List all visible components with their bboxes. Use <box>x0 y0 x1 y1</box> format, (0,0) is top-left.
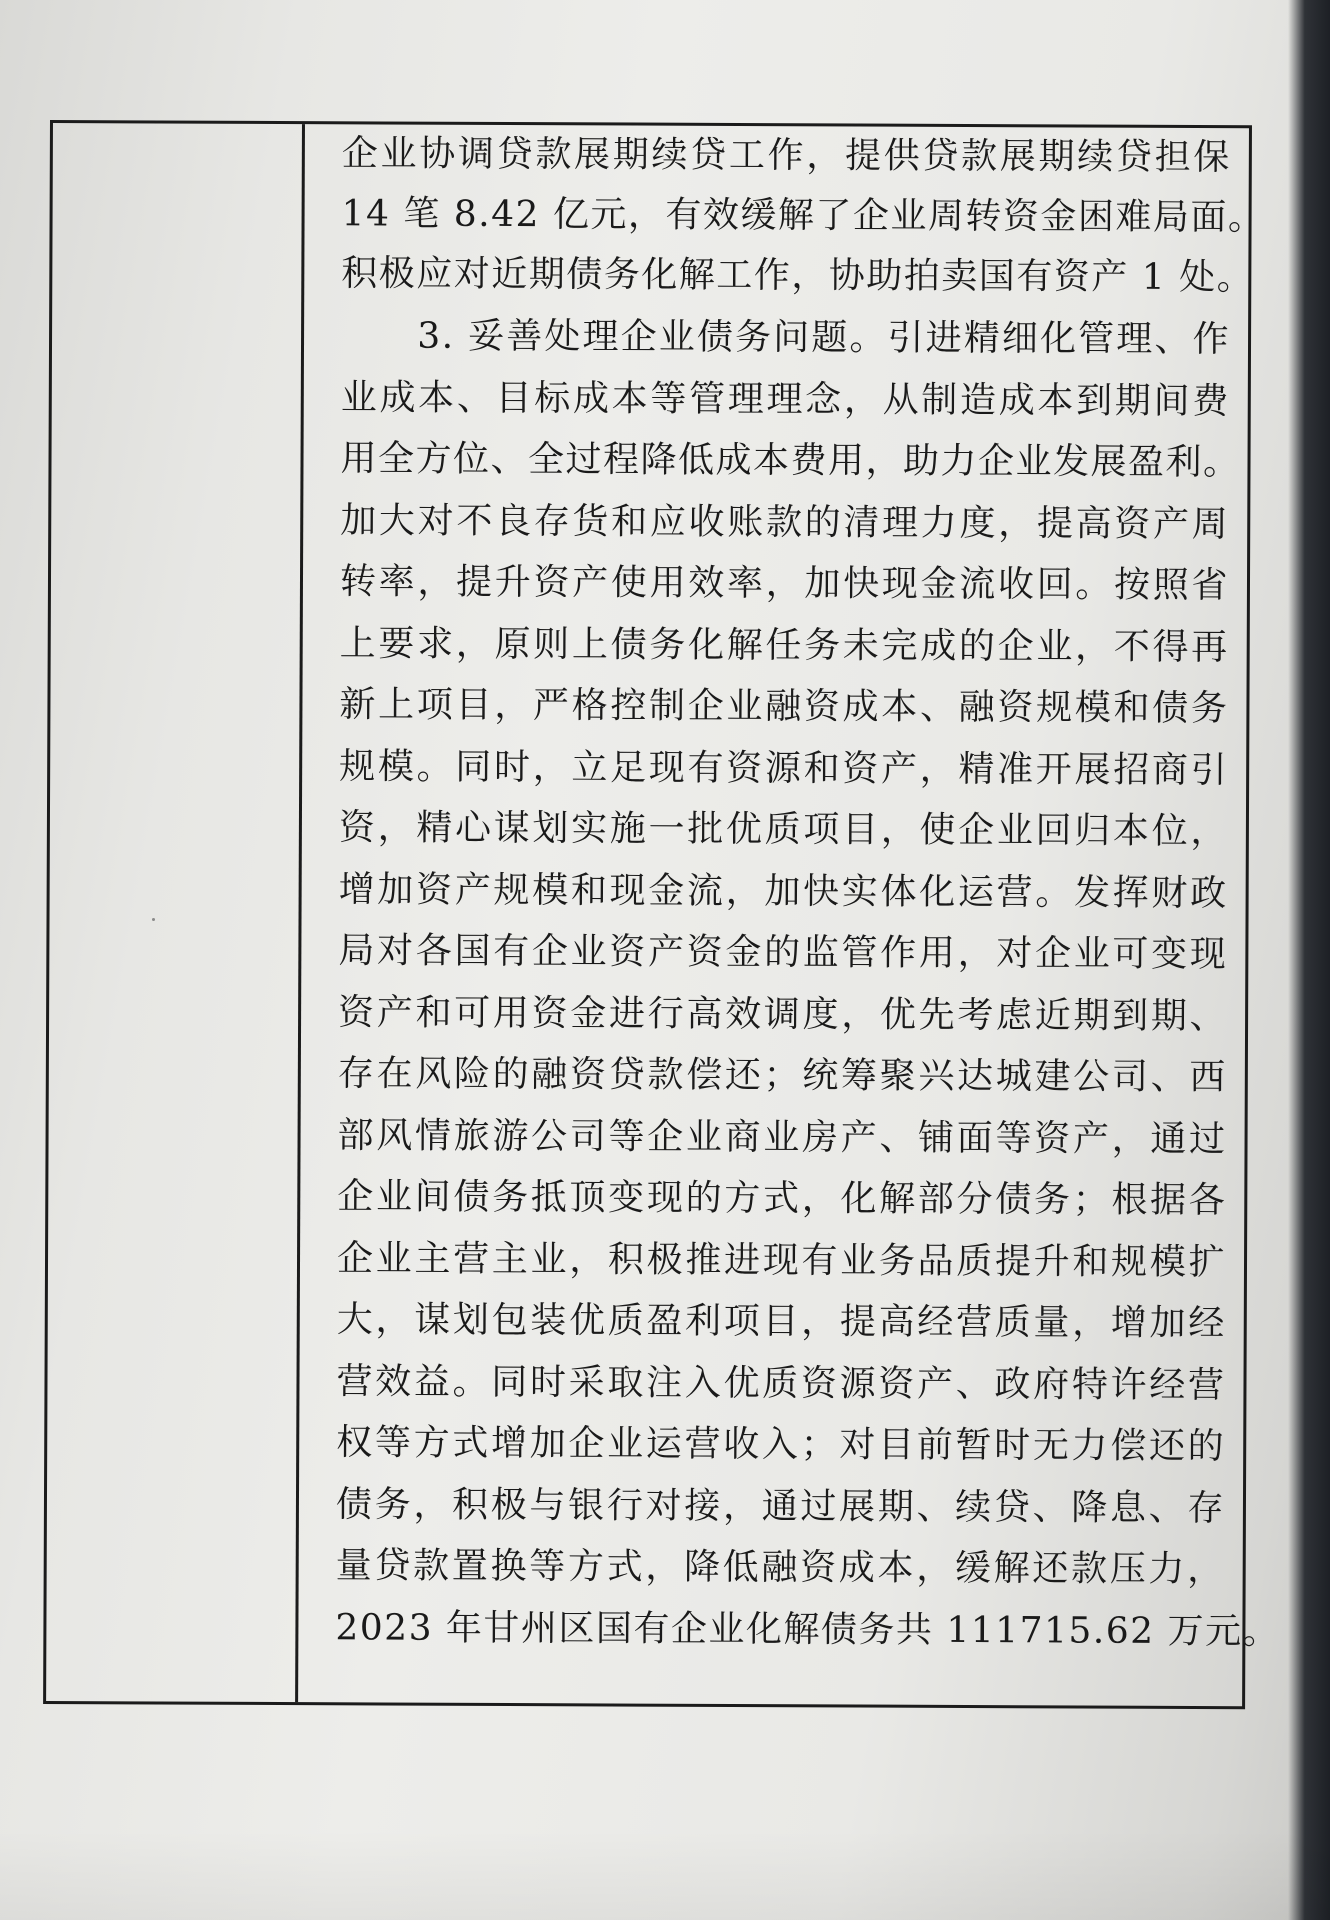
text-line-7: 加大对不良存货和应收账款的清理力度，提高资产周 <box>340 500 1230 546</box>
paper-bottom-shade <box>0 1830 1330 1920</box>
text-line-15: 资产和可用资金进行高效调度，优先考虑近期到期、 <box>338 992 1228 1038</box>
text-line-14: 局对各国有企业资产资金的监管作用，对企业可变现 <box>338 930 1228 976</box>
text-line-22: 权等方式增加企业运营收入；对目前暂时无力偿还的 <box>336 1422 1226 1468</box>
text-line-9: 上要求，原则上债务化解任务未完成的企业，不得再 <box>339 623 1229 669</box>
text-line-17: 部风情旅游公司等企业商业房产、铺面等资产，通过 <box>337 1115 1227 1161</box>
text-line-21: 营效益。同时采取注入优质资源资产、政府特许经营 <box>336 1361 1226 1407</box>
background-edge-shadow <box>1288 0 1330 1920</box>
text-line-6: 用全方位、全过程降低成本费用，助力企业发展盈利。 <box>340 438 1241 484</box>
text-line-13: 增加资产规模和现金流，加快实体化运营。发挥财政 <box>338 869 1228 915</box>
document-table <box>43 120 1281 1709</box>
text-line-24: 量贷款置换等方式，降低融资成本，缓解还款压力， <box>335 1545 1225 1591</box>
left-table-cell <box>46 123 305 1702</box>
text-line-12: 资，精心谋划实施一批优质项目，使企业回归本位， <box>338 807 1228 853</box>
text-line-1: 企业协调贷款展期续贷工作，提供贷款展期续贷担保 <box>341 133 1231 179</box>
text-line-2: 14 笔 8.42 亿元，有效缓解了企业周转资金困难局面。 <box>341 193 1266 239</box>
text-line-23: 债务，积极与银行对接，通过展期、续贷、降息、存 <box>335 1484 1226 1530</box>
text-line-19: 企业主营主业，积极推进现有业务品质提升和规模扩 <box>336 1238 1227 1284</box>
content-cell <box>301 124 1281 1706</box>
text-line-20: 大，谋划包装优质盈利项目，提高经营质量，增加经 <box>336 1299 1226 1345</box>
text-line-5: 业成本、目标成本等管理理念，从制造成本到期间费 <box>340 377 1230 423</box>
text-line-18: 企业间债务抵顶变现的方式，化解部分债务；根据各 <box>337 1176 1227 1222</box>
text-line-11: 规模。同时，立足现有资源和资产，精准开展招商引 <box>339 746 1229 792</box>
text-line-10: 新上项目，严格控制企业融资成本、融资规模和债务 <box>339 684 1229 730</box>
text-line-16: 存在风险的融资贷款偿还；统筹聚兴达城建公司、西 <box>337 1053 1227 1099</box>
text-line-25: 2023 年甘州区国有企业化解债务共 111715.62 万元。 <box>335 1607 1281 1653</box>
text-line-4: 3. 妥善处理企业债务问题。引进精细化管理、作 <box>340 315 1231 361</box>
text-line-8: 转率，提升资产使用效率，加快现金流收回。按照省 <box>339 561 1230 607</box>
text-line-3: 积极应对近期债务化解工作，协助拍卖国有资产 1 处。 <box>341 253 1255 299</box>
